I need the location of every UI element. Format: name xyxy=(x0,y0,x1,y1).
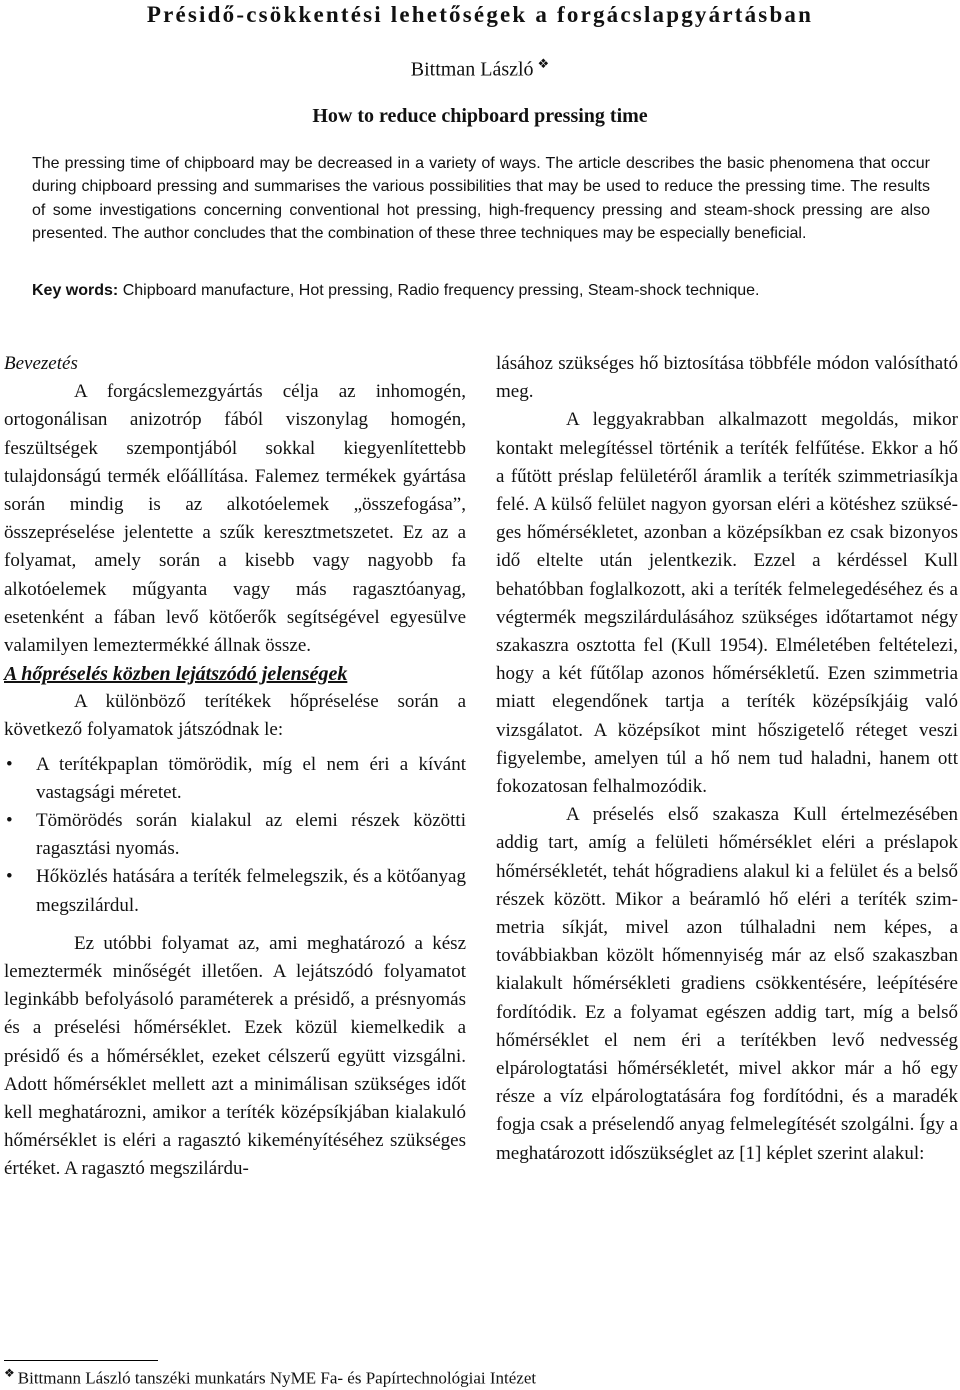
bullet-icon: • xyxy=(6,753,13,775)
footnote-marker-icon: ❖ xyxy=(4,1366,15,1380)
list-item-text: Hőközlés hatására a teríték felmelegszik, és a kötőanyag megszilárdul. xyxy=(36,866,466,916)
left-column xyxy=(4,350,466,1184)
bullet-icon: • xyxy=(6,866,13,888)
footnote-marker-icon: ❖ xyxy=(537,56,550,71)
section-heading: A hőpréselés közben lejátszódó jelenségek xyxy=(4,663,348,686)
keywords-text: Chipboard manufacture, Hot pressing, Radio frequency pressing, Steam-shock technique. xyxy=(122,282,760,299)
process-list xyxy=(4,751,466,920)
paper-title: Présidő-csökkentési lehetőségek a forgácslapgyártásban xyxy=(146,2,814,27)
list-item xyxy=(4,863,466,919)
keywords-label: Key words: xyxy=(32,282,119,299)
author-name: Bittman László xyxy=(410,58,534,81)
intro-heading: Bevezetés xyxy=(4,353,78,374)
bullet-icon: • xyxy=(6,810,13,832)
right-column xyxy=(496,350,958,1168)
list-item xyxy=(4,807,466,863)
abstract: The pressing time of chipboard may be decreased in a variety of ways. The article describes the basic phenomena that occur during chipboard pressing and summarises the various possibilities that may be used to reduce the pressing time. The results of some investigations concerning conventional hot pressing, high-frequency pressing and steam-shock pressing are also presented. The author concludes that the combination of these three techniques may be especially beneficial. xyxy=(32,155,930,243)
closing-paragraph: Ez utóbbi folyamat az, ami meghatározó a kész lemeztermék minőségét illetően. A lejátszódó folyamatot leginkább befolyásoló paraméterek a présidő, a présnyomás és a préselési hőmérséklet. Ezek közül kiemelkedik a présidő és a hőmérséklet, ezeket célszerű együtt vizsgálni. Adott hőmérséklet mellett azt a minimálisan szükséges időt kell meghatározni, amikor a teríték középsíkjában kialakuló hőmérséklet is eléri a ragasztó kikeményítéséhez szükséges értéket. A ragasztó megszilárdu- xyxy=(4,932,466,1180)
list-item-text: A terítékpaplan tömörödik, míg el nem éri a kívánt vastagsági méretet. xyxy=(36,753,466,803)
right-paragraph-1: lásához szükséges hő biztosítása többféle módon valósítható meg. xyxy=(496,353,958,403)
right-paragraph-2: A leggyakrabban alkalmazott megoldás, mikor kontakt melegítéssel történik a teríték felfűtése. Ekkor a hő a fűtött préslap felületéről áramlik a teríték szimmetriasíkja felé. A külső felület nagyon gyorsan eléri a kötéshez szükséges hőmérsékletet, azonban a középsíkban ez csak bizonyos idő eltelte után jelentkezik. Ezzel a kérdéssel Kull behatóbban foglalkozott, aki a teríték felmelegedéséhez és a végtermék megszilárdulásához szükséges időtartamot négy szakaszra osztotta fel (Kull 1954). Elméletében feltételezi, hogy a két fűtőlap azonos hőmérsékletű. Ezen szimmetria miatt elegendőnek tartja a teríték középsíkjáig való vizsgálatot. A középsíkot mint hőszigetelő réteget veszi figyelembe, amelyen túl a hő nem tud haladni, hanem ott fokozatosan felhalmozódik. xyxy=(496,409,958,798)
footnote-text: Bittmann László tanszéki munkatárs NyME Fa- és Papírtechnológiai Intézet xyxy=(17,1368,537,1388)
keywords xyxy=(32,282,930,300)
section-intro: A különböző terítékek hőpréselése során a következő folyamatok játszódnak le: xyxy=(4,691,466,741)
author-line xyxy=(0,56,960,82)
footnote-divider xyxy=(4,1360,158,1361)
list-item-text: Tömörödés során kialakul az elemi részek közötti ragasztási nyomás. xyxy=(36,810,466,860)
list-item xyxy=(4,751,466,807)
footnote xyxy=(4,1366,536,1389)
right-paragraph-3: A préselés első szakasza Kull értelmezésében addig tart, amíg a felületi hőmérséklet eléri a préslapok hőmérsékletét, tehát hőgradiens alakul ki a felület és a belső részek között. Mikor a beáramló hő eléri a teríték szimmetria síkját, mivel azon túlhaladni nem képes, a továbbiakban közölt hőmennyiség már az első szakaszban kialakult hőmérsékleti gradiens csökkentésére, leépítésére fordítódik. Ez a folyamat egészen addig tart, míg a belső hőmérséklet el nem éri a terítékben levő nedvesség elpárologtatási hőmérsékletét, mivel akkor már a hő egy része a víz elpárologtatására fog fordítódni, és a maradék fogja csak a préselendő anyag felmelegítését szolgálni. Így a meghatározott időszükséglet az [1] képlet szerint alakul: xyxy=(496,804,958,1164)
intro-paragraph: A forgácslemezgyártás célja az inhomogén, ortogonálisan anizotróp fából viszonylag homogén, feszültségek szempontjából sokkal kiegyenlítettebb tulajdonságú termék előállítása. Falemez termékek gyártása során mindig is az alkotóelemek „összefogása”, összepréselése jelentette a szűk keresztmetszetet. Ez az a folyamat, amely során a kisebb vagy nagyobb fa alkotóelemek műgyanta vagy más ragasztóanyag, esetenként a fában levő kötőerők segítségével egyesülve valamilyen lemeztermékké állnak össze. xyxy=(4,381,466,657)
english-title: How to reduce chipboard pressing time xyxy=(312,105,648,127)
